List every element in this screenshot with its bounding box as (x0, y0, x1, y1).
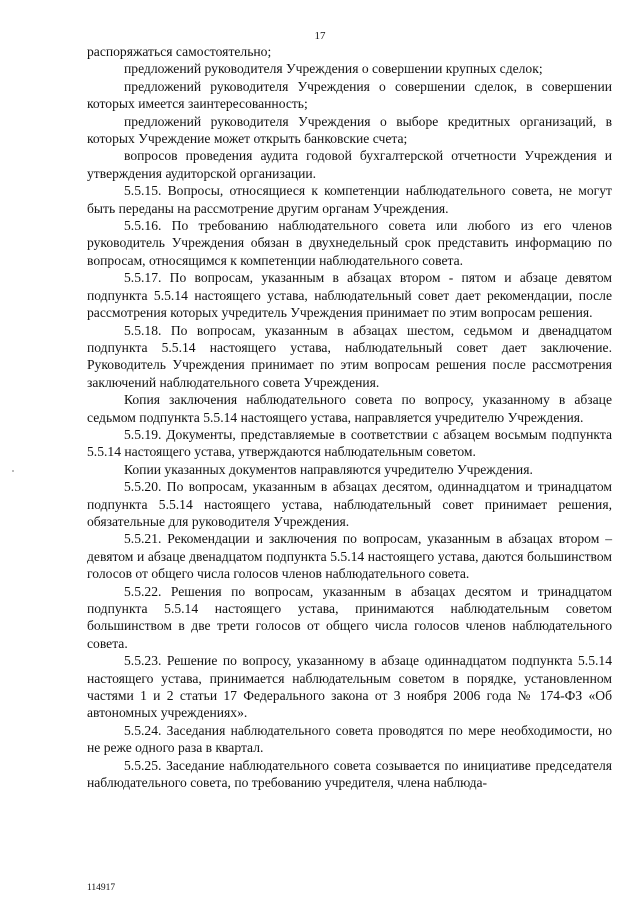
paragraph: 5.5.17. По вопросам, указанным в абзацах втором - пятом и абзаце девятом подпункта 5.5.14 настоящего устава, наблюдательный совет дает рекомендации, после рассмотрения которых учредитель Учреждения принимает по этим вопросам решения. (87, 270, 612, 321)
paragraph: предложений руководителя Учреждения о выборе кредитных организаций, в которых Учреждение может открыть банковские счета; (87, 113, 612, 147)
paragraph: Копия заключения наблюдательного совета по вопросу, указанному в абзаце седьмом подпункта 5.5.14 настоящего устава, направляется учредителю Учреждения. (87, 392, 612, 425)
paragraph: 5.5.20. По вопросам, указанным в абзацах десятом, одиннадцатом и тринадцатом подпункта 5.5.14 настоящего устава, наблюдательный совет принимает решения, обязательные для руководителя Учреждения. (87, 479, 612, 529)
paragraph: вопросов проведения аудита годовой бухгалтерской отчетности Учреждения и утверждения аудиторской организации. (87, 148, 612, 181)
paragraph: предложений руководителя Учреждения о совершении сделок, в совершении которых имеется заинтересованность; (87, 78, 612, 112)
paragraph: 5.5.19. Документы, представляемые в соответствии с абзацем восьмым подпункта 5.5.14 настоящего устава, утверждаются наблюдательным советом. (87, 426, 612, 460)
paragraph: Копии указанных документов направляются учредителю Учреждения. (124, 461, 533, 477)
paragraph: 5.5.18. По вопросам, указанным в абзацах шестом, седьмом и двенадцатом подпункта 5.5.14 настоящего устава, наблюдательный совет дает заключение. Руководитель Учреждения принимает по этим вопросам решения после рассмотрения заключений наблюдательного совета Учреждения. (87, 322, 612, 390)
paragraph: 5.5.24. Заседания наблюдательного совета проводятся по мере необходимости, но не реже одного раза в квартал. (87, 722, 612, 756)
paragraph: 5.5.21. Рекомендации и заключения по вопросам, указанным в абзацах втором – девятом и абзаце двенадцатом подпункта 5.5.14 настоящего устава, даются большинством голосов от общего числа голосов членов наблюдательного совета. (87, 531, 612, 582)
document-body (87, 43, 612, 791)
paragraph: 5.5.15. Вопросы, относящиеся к компетенции наблюдательного совета, не могут быть переданы на рассмотрение другим органам Учреждения. (87, 183, 612, 216)
paragraph: 5.5.22. Решения по вопросам, указанным в абзацах десятом и тринадцатом подпункта 5.5.14 настоящего устава, принимаются наблюдательным советом большинством в две трети голосов от общего числа голосов членов наблюдательного совета. (87, 583, 612, 651)
scan-dot (12, 470, 14, 472)
page-number: 17 (314, 30, 326, 42)
footer-code: 114917 (87, 883, 116, 893)
paragraph: 5.5.23. Решение по вопросу, указанному в абзаце одиннадцатом подпункта 5.5.14 настоящего устава, принимается наблюдательным советом в порядке, установленном частями 1 и 2 статьи 17 Федерального закона от 3 ноября 2006 года № 174-ФЗ «Об автономных учреждениях». (87, 653, 612, 721)
paragraph: 5.5.16. По требованию наблюдательного совета или любого из его членов руководитель Учреждения обязан в двухнедельный срок представить информацию по вопросам, относящимся к компетенции наблюдательного совета. (87, 218, 612, 268)
paragraph: предложений руководителя Учреждения о совершении крупных сделок; (124, 61, 543, 77)
paragraph: 5.5.25. Заседание наблюдательного совета созывается по инициативе председателя наблюдательного совета, по требованию учредителя, члена наблюда- (87, 757, 612, 791)
paragraph: распоряжаться самостоятельно; (87, 44, 272, 59)
